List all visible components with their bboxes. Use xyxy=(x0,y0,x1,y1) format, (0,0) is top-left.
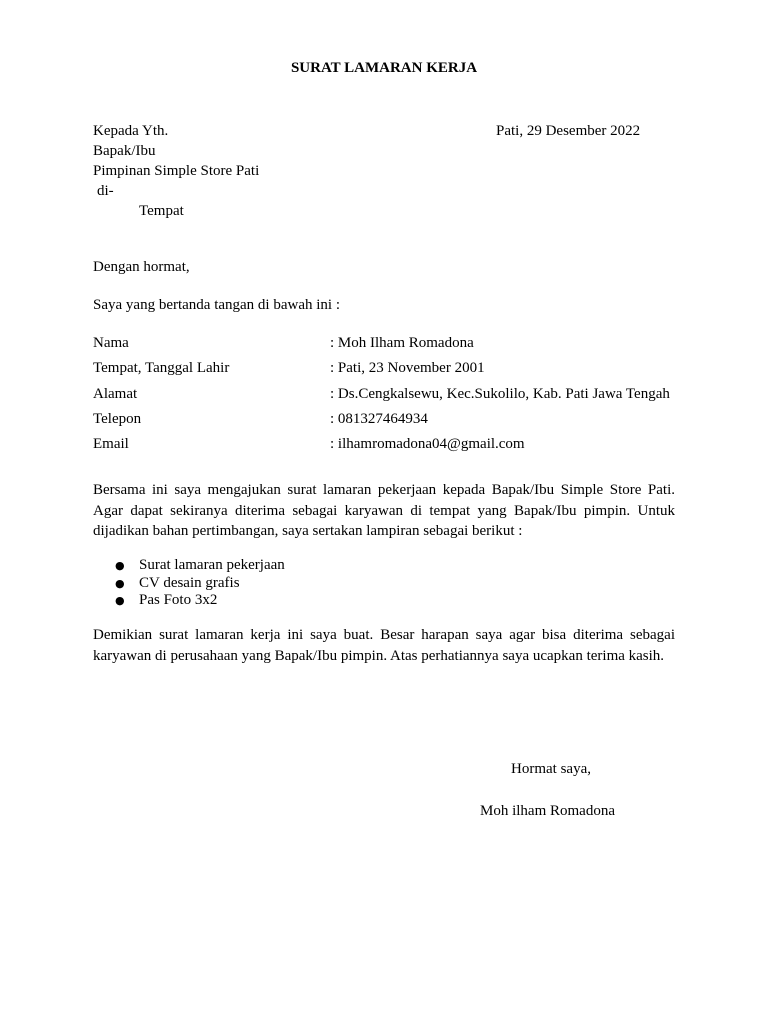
bullet-icon: ● xyxy=(115,576,125,590)
identity-row-nama xyxy=(93,334,693,359)
intro-line: Saya yang bertanda tangan di bawah ini : xyxy=(93,297,341,313)
identity-label: Alamat xyxy=(93,385,138,402)
identity-value: : 081327464934 xyxy=(330,410,428,427)
letter-title: SURAT LAMARAN KERJA xyxy=(290,60,478,76)
recipient-line-pimpinan: Pimpinan Simple Store Pati xyxy=(93,163,260,179)
identity-value: : Ds.Cengkalsewu, Kec.Sukolilo, Kab. Pati Jawa Tengah xyxy=(330,385,670,402)
recipient-line-kepada: Kepada Yth. xyxy=(93,123,169,139)
closing-salutation: Hormat saya, xyxy=(511,761,591,777)
recipient-line-bapak-ibu: Bapak/Ibu xyxy=(93,143,156,159)
identity-label: Telepon xyxy=(93,410,142,427)
attachment-label: Pas Foto 3x2 xyxy=(139,592,218,608)
greeting: Dengan hormat, xyxy=(93,259,190,275)
recipient-block xyxy=(93,121,259,221)
identity-row-telepon xyxy=(93,410,693,435)
identity-row-alamat xyxy=(93,385,693,410)
bullet-icon: ● xyxy=(115,594,125,607)
body-paragraph-application: Bersama ini saya mengajukan surat lamaran pekerjaan kepada Bapak/Ibu Simple Store Pati. Agar dapat sekiranya diterima sebagai karyawan di tempat yang Bapak/Ibu pimpin. Untuk dijadikan bahan pertimbangan, saya sertakan lampiran sebagai berikut : xyxy=(93,482,675,539)
bullet-icon: ● xyxy=(115,559,125,572)
identity-label: Email xyxy=(93,436,129,453)
identity-label: Nama xyxy=(93,335,129,351)
identity-label: Tempat, Tanggal Lahir xyxy=(93,360,230,377)
letter-date: Pati, 29 Desember 2022 xyxy=(496,123,641,139)
identity-value: : ilhamromadona04@gmail.com xyxy=(330,436,525,453)
identity-row-email xyxy=(93,435,693,460)
body-paragraph-closing: Demikian surat lamaran kerja ini saya buat. Besar harapan saya agar bisa diterima sebagai karyawan di perusahaan yang Bapak/Ibu pimpin. Atas perhatiannya saya ucapkan terima kasih. xyxy=(93,627,675,664)
attachment-label: Surat lamaran pekerjaan xyxy=(139,557,285,573)
identity-value: : Pati, 23 November 2001 xyxy=(330,360,485,377)
attachment-label: CV desain grafis xyxy=(139,574,240,591)
recipient-line-tempat: Tempat xyxy=(139,203,184,219)
recipient-line-di: di- xyxy=(97,183,114,199)
identity-row-ttl xyxy=(93,359,693,384)
signature-name: Moh ilham Romadona xyxy=(480,803,615,819)
identity-table xyxy=(93,334,693,460)
identity-value: : Moh Ilham Romadona xyxy=(330,335,474,351)
